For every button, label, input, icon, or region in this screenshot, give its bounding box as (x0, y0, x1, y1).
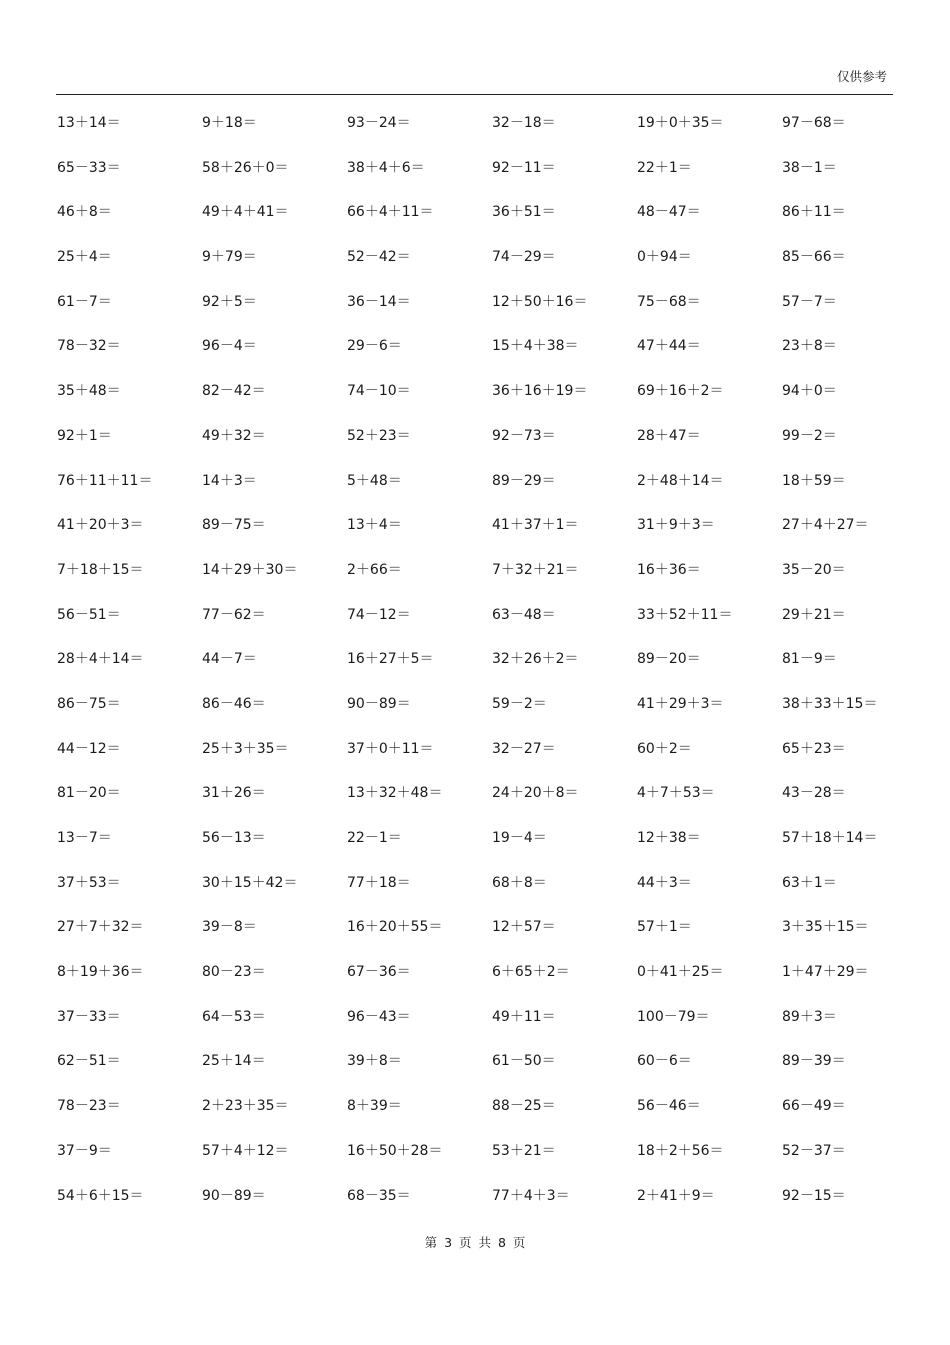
problem-cell: 90－89＝ (347, 695, 411, 712)
problem-cell: 2＋66＝ (347, 561, 402, 578)
problem-cell: 13＋32＋48＝ (347, 785, 443, 802)
problem-cell: 36－14＝ (347, 293, 411, 310)
problem-cell: 57－7＝ (782, 293, 837, 310)
problem-cell: 28＋47＝ (637, 427, 701, 444)
problem-cell: 15＋4＋38＝ (492, 338, 579, 355)
header-divider (56, 94, 893, 95)
problem-cell: 76＋11＋11＝ (57, 472, 153, 489)
problem-cell: 77＋18＝ (347, 874, 411, 891)
problem-cell: 41＋20＋3＝ (57, 517, 144, 534)
header-note: 仅供参考 (836, 69, 887, 84)
problem-cell: 23＋8＝ (782, 338, 837, 355)
problem-cell: 77－62＝ (202, 606, 266, 623)
problem-cell: 89＋3＝ (782, 1008, 837, 1025)
problem-cell: 67－36＝ (347, 964, 411, 981)
problem-cell: 4＋7＋53＝ (637, 785, 715, 802)
problem-cell: 86－75＝ (57, 695, 121, 712)
problem-cell: 52＋23＝ (347, 427, 411, 444)
problem-cell: 41＋29＋3＝ (637, 695, 724, 712)
problem-cell: 65－33＝ (57, 159, 121, 176)
problem-cell: 85－66＝ (782, 249, 846, 266)
problem-cell: 19－4＝ (492, 830, 547, 846)
page-footer: 第 3 页 共 8 页 (424, 1235, 526, 1250)
problem-cell: 36＋51＝ (492, 204, 556, 221)
problem-cell: 12＋38＝ (637, 830, 701, 846)
problem-cell: 90－89＝ (202, 1187, 266, 1204)
problem-cell: 80－23＝ (202, 964, 266, 981)
problem-cell: 1＋47＋29＝ (782, 964, 869, 981)
problem-cell: 47＋44＝ (637, 338, 701, 355)
problem-cell: 13＋14＝ (57, 115, 121, 131)
problem-cell: 63＋1＝ (782, 874, 837, 891)
problem-cell: 61－50＝ (492, 1053, 556, 1070)
problem-cell: 63－48＝ (492, 606, 556, 623)
problem-cell: 18＋59＝ (782, 472, 846, 489)
problem-cell: 19＋0＋35＝ (637, 115, 724, 131)
problem-cell: 2＋41＋9＝ (637, 1187, 715, 1204)
problem-cell: 29＋21＝ (782, 606, 846, 623)
problem-cell: 39－8＝ (202, 919, 257, 936)
problem-cell: 30＋15＋42＝ (202, 874, 298, 891)
problem-cell: 43－28＝ (782, 785, 846, 802)
problem-cell: 8＋39＝ (347, 1098, 402, 1115)
problem-cell: 29－6＝ (347, 338, 402, 355)
problem-cell: 25＋3＋35＝ (202, 740, 289, 757)
problem-cell: 86＋11＝ (782, 204, 846, 221)
problem-cell: 48－47＝ (637, 204, 701, 221)
problem-grid (57, 113, 927, 1230)
problem-cell: 24＋20＋8＝ (492, 785, 579, 802)
problem-cell: 92＋5＝ (202, 293, 257, 310)
problem-cell: 57＋4＋12＝ (202, 1142, 289, 1159)
problem-cell: 16＋27＋5＝ (347, 651, 434, 668)
problem-cell: 57＋18＋14＝ (782, 830, 878, 846)
problem-cell: 56－51＝ (57, 606, 121, 623)
problem-cell: 37＋0＋11＝ (347, 740, 434, 757)
problem-cell: 96－4＝ (202, 338, 257, 355)
problem-cell: 7＋32＋21＝ (492, 561, 579, 578)
problem-cell: 65＋23＝ (782, 740, 846, 757)
problem-cell: 46＋8＝ (57, 204, 112, 221)
problem-cell: 57＋1＝ (637, 919, 692, 936)
problem-cell: 37－33＝ (57, 1008, 121, 1025)
problem-cell: 44－12＝ (57, 740, 121, 757)
problem-cell: 58＋26＋0＝ (202, 159, 289, 176)
problem-cell: 5＋48＝ (347, 472, 402, 489)
problem-cell: 88－25＝ (492, 1098, 556, 1115)
problem-cell: 49＋4＋41＝ (202, 204, 289, 221)
problem-cell: 13－7＝ (57, 830, 112, 846)
problem-cell: 44－7＝ (202, 651, 257, 668)
problem-cell: 77＋4＋3＝ (492, 1187, 570, 1204)
problem-cell: 27＋7＋32＝ (57, 919, 144, 936)
problem-cell: 74－29＝ (492, 249, 556, 266)
problem-cell: 89－75＝ (202, 517, 266, 534)
problem-cell: 66－49＝ (782, 1098, 846, 1115)
problem-cell: 28＋4＋14＝ (57, 651, 144, 668)
problem-cell: 38＋33＋15＝ (782, 695, 878, 712)
problem-cell: 16＋50＋28＝ (347, 1142, 443, 1159)
problem-cell: 12＋57＝ (492, 919, 556, 936)
problem-cell: 49＋32＝ (202, 427, 266, 444)
problem-cell: 52－37＝ (782, 1142, 846, 1159)
problem-cell: 27＋4＋27＝ (782, 517, 869, 534)
problem-cell: 2＋48＋14＝ (637, 472, 724, 489)
problem-cell: 92－11＝ (492, 159, 556, 176)
problem-cell: 92－73＝ (492, 427, 556, 444)
problem-cell: 2＋23＋35＝ (202, 1098, 289, 1115)
problem-cell: 9＋79＝ (202, 249, 257, 266)
problem-cell: 6＋65＋2＝ (492, 964, 570, 981)
problem-cell: 60＋2＝ (637, 740, 692, 757)
problem-cell: 54＋6＋15＝ (57, 1187, 144, 1204)
problem-cell: 56－13＝ (202, 830, 266, 846)
problem-cell: 75－68＝ (637, 293, 701, 310)
problem-cell: 92－15＝ (782, 1187, 846, 1204)
problem-cell: 33＋52＋11＝ (637, 606, 733, 623)
problem-cell: 3＋35＋15＝ (782, 919, 869, 936)
problem-cell: 89－20＝ (637, 651, 701, 668)
problem-cell: 35＋48＝ (57, 383, 121, 400)
problem-cell: 97－68＝ (782, 115, 846, 131)
problem-cell: 41＋37＋1＝ (492, 517, 579, 534)
problem-cell: 25＋14＝ (202, 1053, 266, 1070)
problem-cell: 44＋3＝ (637, 874, 692, 891)
problem-cell: 66＋4＋11＝ (347, 204, 434, 221)
problem-cell: 32－27＝ (492, 740, 556, 757)
problem-cell: 64－53＝ (202, 1008, 266, 1025)
problem-cell: 0＋41＋25＝ (637, 964, 724, 981)
problem-cell: 22－1＝ (347, 830, 402, 846)
problem-cell: 74－10＝ (347, 383, 411, 400)
problem-cell: 92＋1＝ (57, 427, 112, 444)
problem-cell: 22＋1＝ (637, 159, 692, 176)
problem-cell: 60－6＝ (637, 1053, 692, 1070)
problem-cell: 49＋11＝ (492, 1008, 556, 1025)
problem-cell: 18＋2＋56＝ (637, 1142, 724, 1159)
problem-cell: 8＋19＋36＝ (57, 964, 144, 981)
problem-cell: 38＋4＋6＝ (347, 159, 425, 176)
problem-cell: 14＋3＝ (202, 472, 257, 489)
problem-cell: 89－29＝ (492, 472, 556, 489)
problem-cell: 16＋36＝ (637, 561, 701, 578)
problem-cell: 93－24＝ (347, 115, 411, 131)
problem-cell: 16＋20＋55＝ (347, 919, 443, 936)
problem-cell: 9＋18＝ (202, 115, 257, 131)
problem-cell: 69＋16＋2＝ (637, 383, 724, 400)
problem-cell: 68＋8＝ (492, 874, 547, 891)
problem-cell: 81－9＝ (782, 651, 837, 668)
problem-cell: 25＋4＝ (57, 249, 112, 266)
problem-cell: 81－20＝ (57, 785, 121, 802)
problem-cell: 7＋18＋15＝ (57, 561, 144, 578)
problem-cell: 35－20＝ (782, 561, 846, 578)
problem-cell: 99－2＝ (782, 427, 837, 444)
problem-cell: 39＋8＝ (347, 1053, 402, 1070)
problem-cell: 36＋16＋19＝ (492, 383, 588, 400)
problem-cell: 82－42＝ (202, 383, 266, 400)
problem-cell: 13＋4＝ (347, 517, 402, 534)
problem-cell: 100－79＝ (637, 1008, 710, 1025)
problem-cell: 86－46＝ (202, 695, 266, 712)
problem-cell: 37＋53＝ (57, 874, 121, 891)
problem-cell: 32＋26＋2＝ (492, 651, 579, 668)
problem-cell: 31＋26＝ (202, 785, 266, 802)
problem-cell: 59－2＝ (492, 695, 547, 712)
problem-cell: 14＋29＋30＝ (202, 561, 298, 578)
problem-cell: 32－18＝ (492, 115, 556, 131)
problem-cell: 74－12＝ (347, 606, 411, 623)
problem-cell: 52－42＝ (347, 249, 411, 266)
problem-cell: 78－32＝ (57, 338, 121, 355)
problem-cell: 94＋0＝ (782, 383, 837, 400)
problem-cell: 61－7＝ (57, 293, 112, 310)
problem-cell: 78－23＝ (57, 1098, 121, 1115)
problem-cell: 31＋9＋3＝ (637, 517, 715, 534)
problem-cell: 68－35＝ (347, 1187, 411, 1204)
problem-cell: 37－9＝ (57, 1142, 112, 1159)
problem-cell: 0＋94＝ (637, 249, 692, 266)
problem-cell: 96－43＝ (347, 1008, 411, 1025)
problem-cell: 62－51＝ (57, 1053, 121, 1070)
problem-cell: 89－39＝ (782, 1053, 846, 1070)
problem-cell: 12＋50＋16＝ (492, 293, 588, 310)
problem-cell: 38－1＝ (782, 159, 837, 176)
problem-cell: 53＋21＝ (492, 1142, 556, 1159)
problem-cell: 56－46＝ (637, 1098, 701, 1115)
